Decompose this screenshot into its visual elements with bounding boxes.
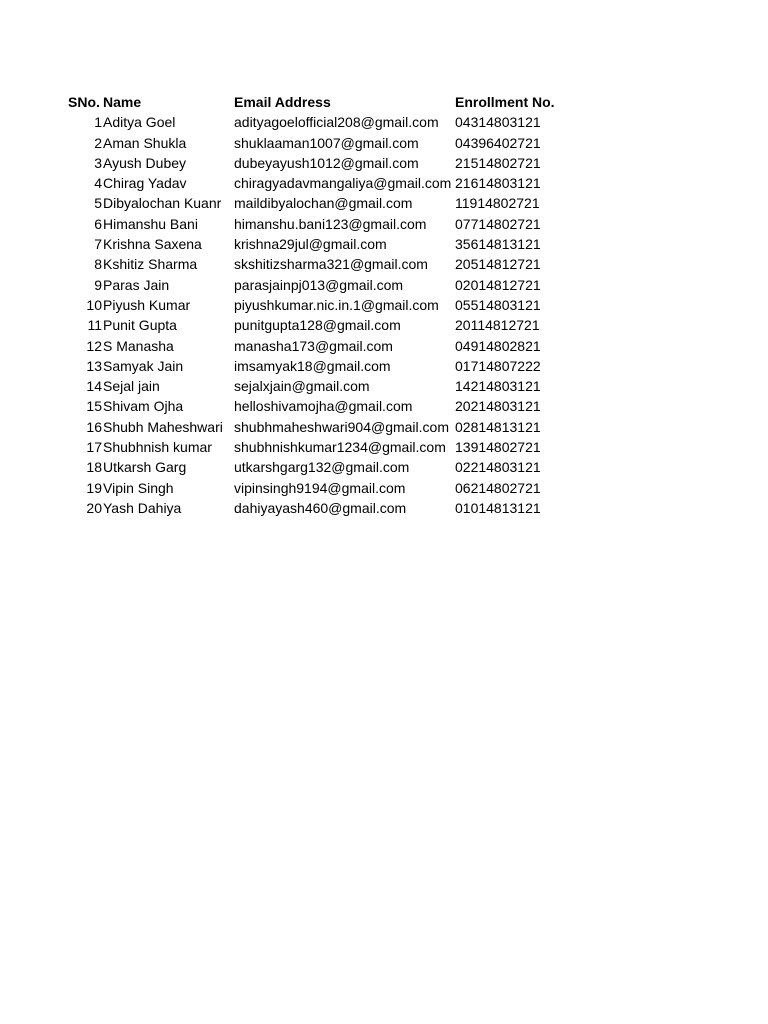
cell-sno: 13 xyxy=(86,357,102,374)
cell-enrollment: 20514812721 xyxy=(455,256,541,273)
cell-sno: 4 xyxy=(94,175,102,192)
cell-email: punitgupta128@gmail.com xyxy=(234,317,401,334)
cell-enrollment: 02214803121 xyxy=(455,459,541,476)
cell-email: parasjainpj013@gmail.com xyxy=(234,276,404,293)
header-row xyxy=(68,92,565,112)
cell-name: Samyak Jain xyxy=(103,357,184,374)
cell-email: skshitizsharma321@gmail.com xyxy=(234,256,428,273)
table-row xyxy=(68,396,565,416)
cell-enrollment: 02014812721 xyxy=(455,276,541,293)
cell-enrollment: 01014813121 xyxy=(455,499,541,516)
header-enrollment: Enrollment No. xyxy=(455,94,555,110)
cell-sno: 19 xyxy=(86,479,102,496)
cell-sno: 5 xyxy=(94,195,102,212)
cell-name: Dibyalochan Kuanr xyxy=(103,195,222,212)
cell-enrollment: 11914802721 xyxy=(455,195,540,212)
cell-sno: 10 xyxy=(86,296,102,313)
cell-enrollment: 20114812721 xyxy=(455,317,540,334)
header-email: Email Address xyxy=(234,94,331,110)
cell-email: imsamyak18@gmail.com xyxy=(234,357,391,374)
cell-email: chiragyadavmangaliya@gmail.com xyxy=(234,175,452,192)
cell-enrollment: 13914802721 xyxy=(455,439,541,456)
table-row xyxy=(68,275,565,295)
cell-name: Krishna Saxena xyxy=(103,236,202,253)
cell-sno: 3 xyxy=(94,154,102,171)
cell-enrollment: 21614803121 xyxy=(455,175,541,192)
table-row xyxy=(68,336,565,356)
cell-name: Kshitiz Sharma xyxy=(103,256,198,273)
cell-email: helloshivamojha@gmail.com xyxy=(234,398,413,415)
cell-enrollment: 20214803121 xyxy=(455,398,541,415)
cell-name: Punit Gupta xyxy=(103,317,177,334)
cell-email: manasha173@gmail.com xyxy=(234,337,393,354)
cell-sno: 2 xyxy=(94,134,102,151)
cell-name: Shubh Maheshwari xyxy=(103,418,223,435)
table-row xyxy=(68,234,565,254)
cell-email: shubhmaheshwari904@gmail.com xyxy=(234,418,449,435)
table-row xyxy=(68,437,565,457)
cell-sno: 16 xyxy=(86,418,102,435)
cell-name: Himanshu Bani xyxy=(103,215,198,232)
cell-name: Shubhnish kumar xyxy=(103,439,212,456)
cell-sno: 1 xyxy=(94,114,102,131)
cell-email: himanshu.bani123@gmail.com xyxy=(234,215,427,232)
cell-sno: 20 xyxy=(86,499,102,516)
cell-email: shubhnishkumar1234@gmail.com xyxy=(234,439,446,456)
cell-email: adityagoelofficial208@gmail.com xyxy=(234,114,439,131)
cell-sno: 9 xyxy=(94,276,102,293)
table-row xyxy=(68,133,565,153)
cell-name: Sejal jain xyxy=(103,378,160,395)
cell-enrollment: 14214803121 xyxy=(455,378,541,395)
cell-enrollment: 04914802821 xyxy=(455,337,541,354)
table-row xyxy=(68,478,565,498)
table-body xyxy=(68,112,565,518)
cell-enrollment: 01714807222 xyxy=(455,357,541,374)
cell-sno: 7 xyxy=(94,236,102,253)
cell-email: sejalxjain@gmail.com xyxy=(234,378,370,395)
cell-name: Piyush Kumar xyxy=(103,296,191,313)
cell-enrollment: 06214802721 xyxy=(455,479,541,496)
table-row xyxy=(68,498,565,518)
cell-name: Yash Dahiya xyxy=(103,499,182,516)
cell-email: dubeyayush1012@gmail.com xyxy=(234,154,419,171)
table-row xyxy=(68,457,565,477)
table-row xyxy=(68,214,565,234)
cell-name: Aman Shukla xyxy=(103,134,187,151)
cell-name: Shivam Ojha xyxy=(103,398,184,415)
header-name: Name xyxy=(103,94,142,110)
table-row xyxy=(68,112,565,132)
table-row xyxy=(68,153,565,173)
cell-email: dahiyayash460@gmail.com xyxy=(234,499,407,516)
table-row xyxy=(68,173,565,193)
cell-sno: 15 xyxy=(86,398,102,415)
cell-name: Paras Jain xyxy=(103,276,170,293)
cell-email: krishna29jul@gmail.com xyxy=(234,236,387,253)
cell-enrollment: 35614813121 xyxy=(455,236,541,253)
cell-sno: 17 xyxy=(86,439,102,456)
table-row xyxy=(68,193,565,213)
cell-sno: 14 xyxy=(86,378,102,395)
cell-sno: 8 xyxy=(94,256,102,273)
cell-enrollment: 21514802721 xyxy=(455,154,541,171)
table-header xyxy=(68,92,565,112)
header-sno: SNo. xyxy=(68,94,100,110)
table-row xyxy=(68,376,565,396)
cell-name: Utkarsh Garg xyxy=(103,459,187,476)
cell-name: Aditya Goel xyxy=(103,114,176,131)
table-row xyxy=(68,356,565,376)
cell-email: piyushkumar.nic.in.1@gmail.com xyxy=(234,296,439,313)
cell-enrollment: 05514803121 xyxy=(455,296,541,313)
table-row xyxy=(68,254,565,274)
cell-name: Ayush Dubey xyxy=(103,154,187,171)
cell-sno: 11 xyxy=(87,317,102,334)
cell-name: S Manasha xyxy=(103,337,174,354)
table-row xyxy=(68,417,565,437)
cell-email: shuklaaman1007@gmail.com xyxy=(234,134,419,151)
cell-email: utkarshgarg132@gmail.com xyxy=(234,459,410,476)
cell-email: vipinsingh9194@gmail.com xyxy=(234,479,406,496)
cell-sno: 6 xyxy=(94,215,102,232)
cell-enrollment: 02814813121 xyxy=(455,418,541,435)
cell-name: Chirag Yadav xyxy=(103,175,187,192)
table-row xyxy=(68,295,565,315)
student-table xyxy=(68,92,565,518)
cell-sno: 12 xyxy=(86,337,102,354)
table-row xyxy=(68,315,565,335)
cell-enrollment: 07714802721 xyxy=(455,215,541,232)
cell-sno: 18 xyxy=(86,459,102,476)
cell-enrollment: 04396402721 xyxy=(455,134,541,151)
cell-email: maildibyalochan@gmail.com xyxy=(234,195,413,212)
cell-name: Vipin Singh xyxy=(103,479,174,496)
cell-enrollment: 04314803121 xyxy=(455,114,541,131)
